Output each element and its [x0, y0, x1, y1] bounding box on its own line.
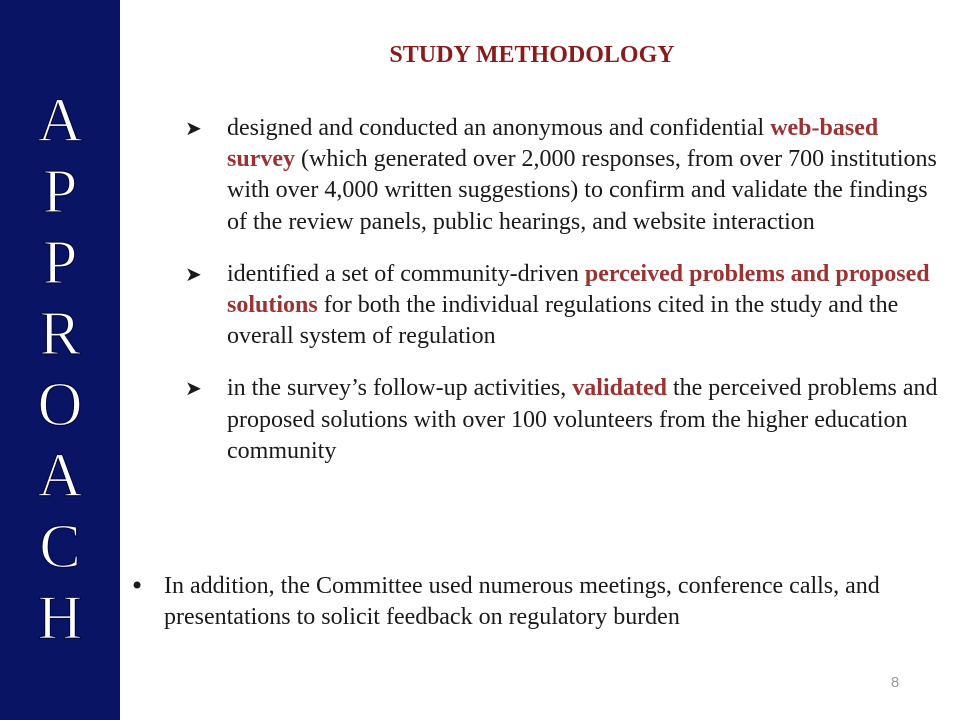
- addition-paragraph: [130, 571, 960, 633]
- bullet-item-survey: [185, 113, 945, 238]
- bullet-item-validation: [185, 373, 945, 467]
- arrowhead-icon: ➤: [185, 376, 202, 401]
- sidebar-letter: O: [37, 371, 83, 439]
- sidebar-letter: H: [37, 584, 83, 652]
- bullet-text: designed and conducted an anonymous and confidential: [227, 115, 771, 141]
- sidebar-letter: A: [37, 87, 83, 155]
- bullet-highlight: validated: [572, 375, 667, 402]
- sidebar-letter: P: [42, 158, 78, 226]
- sidebar-letter: C: [39, 513, 81, 581]
- bullet-text: identified a set of community-driven: [227, 260, 585, 287]
- bullet-text: in the survey’s follow-up activities,: [227, 375, 573, 402]
- sidebar: [0, 0, 120, 720]
- bullet-item-problems-solutions: [185, 259, 945, 353]
- slide-title: STUDY METHODOLOGY: [389, 42, 675, 68]
- addition-text: In addition, the Committee used numerous meetings, conference calls, and presentations to solicit feedback on regulatory burden: [164, 573, 880, 631]
- sidebar-letter: R: [39, 300, 81, 368]
- sidebar-vertical-word: [0, 86, 120, 654]
- sidebar-letter: A: [37, 442, 83, 510]
- sidebar-letter: P: [42, 229, 78, 297]
- bullet-dot-icon: •: [130, 572, 145, 600]
- bullet-highlight: perceived problems and proposed solutions: [227, 260, 930, 319]
- page-number: 8: [890, 674, 900, 691]
- bullet-list: [185, 113, 945, 467]
- bullet-highlight: web-based survey: [227, 115, 879, 173]
- arrowhead-icon: ➤: [185, 116, 202, 140]
- bullet-text: the perceived problems and proposed solutions with over 100 volunteers from the higher education community: [227, 375, 938, 464]
- bullet-text: for both the individual regulations cited in the study and the overall system of regulation: [227, 292, 899, 350]
- bullet-text: (which generated over 2,000 responses, from over 700 institutions with over 4,000 written suggestions) to confirm and validate the findings of the review panels, public hearings, and website interaction: [227, 146, 937, 235]
- arrowhead-icon: ➤: [185, 261, 202, 286]
